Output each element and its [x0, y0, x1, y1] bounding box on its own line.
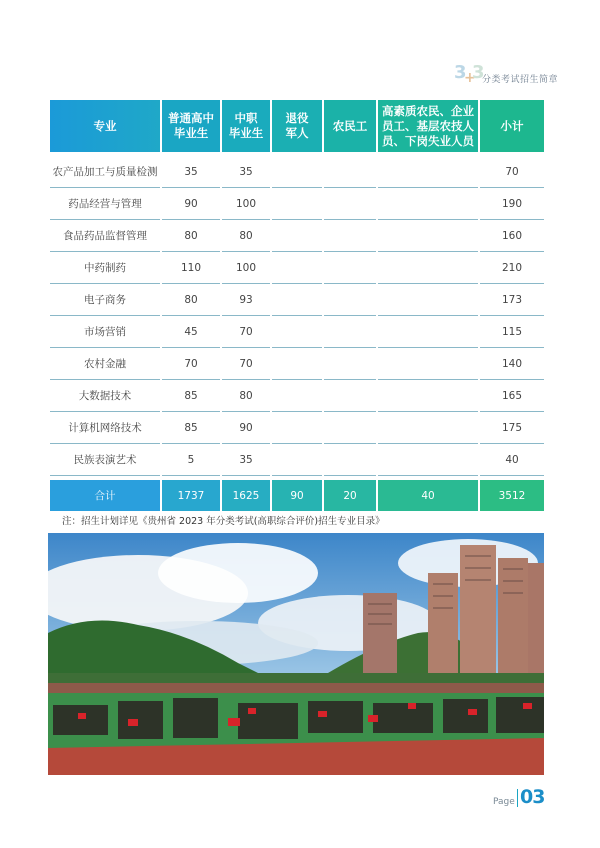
header-title: 分类考试招生简章 [482, 75, 559, 85]
quota-cell: 5 [162, 444, 220, 476]
quota-cell: 100 [222, 188, 270, 220]
quota-cell [324, 316, 376, 348]
table-header-row [50, 100, 544, 152]
quota-cell: 90 [162, 188, 220, 220]
quota-cell: 110 [162, 252, 220, 284]
quota-cell: 93 [222, 284, 270, 316]
quota-cell [378, 412, 478, 444]
quota-cell [378, 188, 478, 220]
quota-cell: 173 [480, 284, 544, 316]
column-header: 专业 [50, 100, 160, 152]
page-number: 03 [520, 786, 545, 808]
quota-cell: 80 [162, 284, 220, 316]
quota-cell [378, 252, 478, 284]
quota-cell [378, 284, 478, 316]
quota-cell [378, 380, 478, 412]
column-header: 退役 军人 [272, 100, 322, 152]
quota-cell: 80 [162, 220, 220, 252]
table-row [50, 284, 544, 316]
table-row [50, 188, 544, 220]
quota-cell: 90 [222, 412, 270, 444]
column-header: 普通高中 毕业生 [162, 100, 220, 152]
quota-cell [324, 380, 376, 412]
table-row [50, 444, 544, 476]
quota-cell [378, 220, 478, 252]
major-name-cell: 市场营销 [50, 316, 160, 348]
quota-cell [324, 220, 376, 252]
quota-cell [272, 316, 322, 348]
quota-cell [272, 220, 322, 252]
quota-cell: 85 [162, 380, 220, 412]
quota-cell [324, 284, 376, 316]
table-row [50, 380, 544, 412]
quota-cell: 165 [480, 380, 544, 412]
column-header: 农民工 [324, 100, 376, 152]
quota-cell: 70 [162, 348, 220, 380]
quota-cell: 80 [222, 380, 270, 412]
svg-text:3: 3 [472, 62, 485, 83]
quota-cell: 40 [480, 444, 544, 476]
column-header: 中职 毕业生 [222, 100, 270, 152]
quota-cell: 175 [480, 412, 544, 444]
quota-cell [324, 412, 376, 444]
major-name-cell: 农村金融 [50, 348, 160, 380]
quota-cell: 70 [222, 348, 270, 380]
quota-cell [272, 156, 322, 188]
quota-cell [324, 188, 376, 220]
table-row [50, 156, 544, 188]
major-name-cell: 中药制药 [50, 252, 160, 284]
quota-cell: 190 [480, 188, 544, 220]
total-value-cell: 1625 [222, 480, 270, 511]
quota-cell: 70 [480, 156, 544, 188]
total-label-cell: 合计 [50, 480, 160, 511]
footnote: 注：招生计划详见《贵州省 2023 年分类考试(高职综合评价)招生专业目录》 [62, 516, 385, 527]
quota-cell [272, 252, 322, 284]
page-divider [517, 789, 518, 807]
svg-text:3: 3 [454, 62, 467, 83]
major-name-cell: 民族表演艺术 [50, 444, 160, 476]
quota-cell [324, 252, 376, 284]
quota-cell: 85 [162, 412, 220, 444]
svg-text:+: + [464, 70, 476, 84]
major-name-cell: 药品经营与管理 [50, 188, 160, 220]
total-value-cell: 3512 [480, 480, 544, 511]
total-value-cell: 90 [272, 480, 322, 511]
major-name-cell: 食品药品监督管理 [50, 220, 160, 252]
quota-cell: 140 [480, 348, 544, 380]
total-row [50, 480, 544, 511]
quota-cell [272, 412, 322, 444]
quota-cell: 35 [162, 156, 220, 188]
quota-cell [378, 156, 478, 188]
total-value-cell: 40 [378, 480, 478, 511]
quota-cell: 35 [222, 444, 270, 476]
table-row [50, 412, 544, 444]
table-row [50, 316, 544, 348]
table-row [50, 252, 544, 284]
quota-cell [324, 348, 376, 380]
quota-cell [272, 284, 322, 316]
quota-cell [378, 444, 478, 476]
major-name-cell: 大数据技术 [50, 380, 160, 412]
major-name-cell: 农产品加工与质量检测 [50, 156, 160, 188]
table-row [50, 220, 544, 252]
quota-cell: 100 [222, 252, 270, 284]
quota-cell [378, 316, 478, 348]
enrollment-table [48, 100, 544, 511]
quota-cell: 210 [480, 252, 544, 284]
quota-cell: 35 [222, 156, 270, 188]
quota-cell: 70 [222, 316, 270, 348]
quota-cell [378, 348, 478, 380]
major-name-cell: 电子商务 [50, 284, 160, 316]
quota-cell [324, 156, 376, 188]
total-value-cell: 1737 [162, 480, 220, 511]
column-header: 高素质农民、企业 员工、基层农技人 员、下岗失业人员 [378, 100, 478, 152]
major-name-cell: 计算机网络技术 [50, 412, 160, 444]
quota-cell: 115 [480, 316, 544, 348]
quota-cell: 160 [480, 220, 544, 252]
quota-cell [272, 348, 322, 380]
column-header: 小计 [480, 100, 544, 152]
total-value-cell: 20 [324, 480, 376, 511]
quota-cell [272, 444, 322, 476]
page-label: Page [493, 797, 515, 807]
quota-cell [272, 188, 322, 220]
quota-cell [324, 444, 376, 476]
quota-cell: 45 [162, 316, 220, 348]
campus-photo [48, 533, 544, 775]
quota-cell [272, 380, 322, 412]
quota-cell: 80 [222, 220, 270, 252]
table-row [50, 348, 544, 380]
